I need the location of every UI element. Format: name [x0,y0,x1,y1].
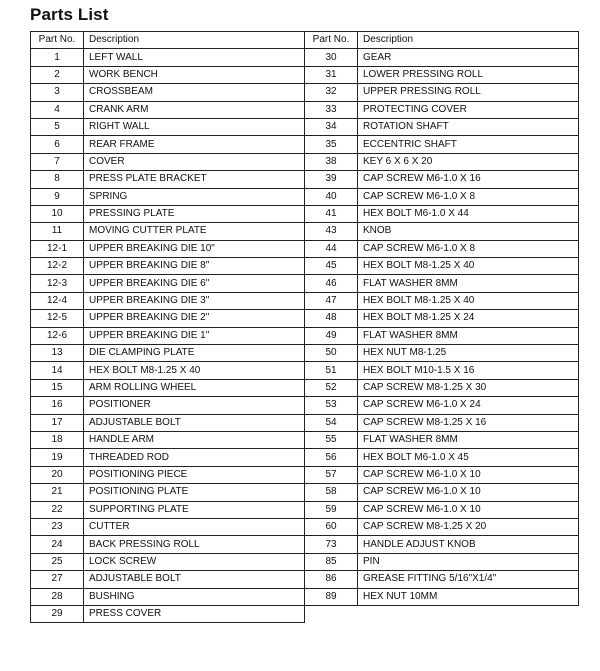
table-row [31,414,305,431]
table-row [305,518,579,535]
part-description: UPPER BREAKING DIE 3" [84,292,305,309]
table-row [305,379,579,396]
part-description: UPPER PRESSING ROLL [358,84,579,101]
table-row [305,345,579,362]
part-number: 48 [305,310,358,327]
part-description: HANDLE ARM [84,431,305,448]
parts-table-left [30,31,305,623]
part-number: 4 [31,101,84,118]
table-row [31,171,305,188]
table-row [31,153,305,170]
page-title: Parts List [30,5,109,24]
part-description: CROSSBEAM [84,84,305,101]
part-description: HANDLE ADJUST KNOB [358,536,579,553]
table-row [305,205,579,222]
table-row [305,449,579,466]
part-number: 44 [305,240,358,257]
table-row [31,101,305,118]
part-no-header: Part No. [305,32,358,49]
part-number: 1 [31,49,84,66]
table-row [305,466,579,483]
part-number: 55 [305,431,358,448]
table-row [305,101,579,118]
part-number: 40 [305,188,358,205]
part-number: 17 [31,414,84,431]
part-number: 18 [31,431,84,448]
part-number: 27 [31,571,84,588]
part-description: REAR FRAME [84,136,305,153]
part-description: RIGHT WALL [84,118,305,135]
part-number: 22 [31,501,84,518]
part-description: CAP SCREW M8-1.25 X 16 [358,414,579,431]
table-row [31,362,305,379]
part-number: 43 [305,223,358,240]
part-number: 13 [31,345,84,362]
table-row [31,310,305,327]
part-number: 38 [305,153,358,170]
part-description: LEFT WALL [84,49,305,66]
table-row [305,171,579,188]
part-description: HEX NUT 10MM [358,588,579,605]
part-description: PRESS PLATE BRACKET [84,171,305,188]
table-row [305,414,579,431]
part-number: 12-3 [31,275,84,292]
table-header-row [31,32,305,49]
part-description: DIE CLAMPING PLATE [84,345,305,362]
part-description: WORK BENCH [84,66,305,83]
part-description: CAP SCREW M6-1.0 X 10 [358,501,579,518]
table-row [31,588,305,605]
table-row [31,188,305,205]
part-number: 19 [31,449,84,466]
part-number: 57 [305,466,358,483]
table-row [305,49,579,66]
part-description: FLAT WASHER 8MM [358,327,579,344]
part-number: 10 [31,205,84,222]
part-number: 5 [31,118,84,135]
part-number: 3 [31,84,84,101]
part-description: CAP SCREW M6-1.0 X 8 [358,188,579,205]
table-row [305,571,579,588]
part-description: CUTTER [84,518,305,535]
part-description: BUSHING [84,588,305,605]
part-description: HEX BOLT M8-1.25 X 40 [358,258,579,275]
table-row [305,501,579,518]
table-row [305,153,579,170]
part-description: POSITIONER [84,397,305,414]
part-description: CAP SCREW M6-1.0 X 10 [358,484,579,501]
table-row [31,240,305,257]
part-description: CAP SCREW M8-1.25 X 20 [358,518,579,535]
table-row [305,588,579,605]
table-row [31,327,305,344]
part-description: FLAT WASHER 8MM [358,275,579,292]
part-number: 49 [305,327,358,344]
part-description: CAP SCREW M6-1.0 X 24 [358,397,579,414]
part-description: PRESS COVER [84,605,305,622]
table-row [31,136,305,153]
table-row [31,84,305,101]
part-number: 51 [305,362,358,379]
part-number: 58 [305,484,358,501]
part-number: 89 [305,588,358,605]
table-row [305,258,579,275]
table-row [305,431,579,448]
part-description: HEX BOLT M8-1.25 X 40 [358,292,579,309]
part-description: KNOB [358,223,579,240]
table-row [31,118,305,135]
part-description: SPRING [84,188,305,205]
table-row [31,345,305,362]
part-number: 12-1 [31,240,84,257]
table-row [31,275,305,292]
part-number: 30 [305,49,358,66]
table-row [31,205,305,222]
part-number: 25 [31,553,84,570]
part-number: 85 [305,553,358,570]
table-row [305,397,579,414]
part-description: UPPER BREAKING DIE 8" [84,258,305,275]
part-number: 9 [31,188,84,205]
part-number: 46 [305,275,358,292]
table-row [305,66,579,83]
part-description: FLAT WASHER 8MM [358,431,579,448]
table-row [305,362,579,379]
part-number: 53 [305,397,358,414]
description-header: Description [84,32,305,49]
part-description: ADJUSTABLE BOLT [84,571,305,588]
table-row [31,605,305,622]
part-description: PRESSING PLATE [84,205,305,222]
part-description: MOVING CUTTER PLATE [84,223,305,240]
table-row [305,136,579,153]
part-number: 73 [305,536,358,553]
part-description: UPPER BREAKING DIE 10" [84,240,305,257]
part-description: CAP SCREW M6-1.0 X 10 [358,466,579,483]
table-row [31,484,305,501]
part-number: 32 [305,84,358,101]
part-no-header: Part No. [31,32,84,49]
parts-table-right-body [305,49,579,606]
table-row [31,431,305,448]
table-row [31,397,305,414]
part-description: THREADED ROD [84,449,305,466]
part-number: 45 [305,258,358,275]
part-number: 12-5 [31,310,84,327]
part-number: 16 [31,397,84,414]
part-description: HEX BOLT M6-1.0 X 45 [358,449,579,466]
part-description: KEY 6 X 6 X 20 [358,153,579,170]
part-number: 47 [305,292,358,309]
part-description: UPPER BREAKING DIE 1" [84,327,305,344]
part-description: COVER [84,153,305,170]
table-row [305,327,579,344]
part-description: UPPER BREAKING DIE 6" [84,275,305,292]
part-number: 52 [305,379,358,396]
parts-table-right [304,31,579,606]
part-number: 50 [305,345,358,362]
parts-table-left-body [31,49,305,623]
table-row [31,553,305,570]
part-description: CAP SCREW M6-1.0 X 16 [358,171,579,188]
part-number: 34 [305,118,358,135]
part-number: 28 [31,588,84,605]
part-number: 6 [31,136,84,153]
part-description: BACK PRESSING ROLL [84,536,305,553]
part-number: 11 [31,223,84,240]
table-row [305,240,579,257]
table-row [305,275,579,292]
part-number: 20 [31,466,84,483]
table-row [31,379,305,396]
table-row [305,118,579,135]
part-description: HEX BOLT M10-1.5 X 16 [358,362,579,379]
part-number: 8 [31,171,84,188]
table-row [31,449,305,466]
table-row [305,310,579,327]
part-description: POSITIONING PIECE [84,466,305,483]
part-number: 39 [305,171,358,188]
part-description: SUPPORTING PLATE [84,501,305,518]
part-number: 59 [305,501,358,518]
part-description: PROTECTING COVER [358,101,579,118]
part-number: 41 [305,205,358,222]
table-row [31,571,305,588]
table-row [305,223,579,240]
table-row [305,536,579,553]
part-number: 14 [31,362,84,379]
table-row [31,518,305,535]
part-number: 12-6 [31,327,84,344]
part-number: 56 [305,449,358,466]
part-description: GEAR [358,49,579,66]
part-number: 12-2 [31,258,84,275]
part-description: HEX BOLT M6-1.0 X 44 [358,205,579,222]
part-description: ROTATION SHAFT [358,118,579,135]
part-description: ADJUSTABLE BOLT [84,414,305,431]
table-row [305,553,579,570]
part-number: 31 [305,66,358,83]
part-description: POSITIONING PLATE [84,484,305,501]
part-description: UPPER BREAKING DIE 2" [84,310,305,327]
part-number: 2 [31,66,84,83]
part-description: GREASE FITTING 5/16"X1/4" [358,571,579,588]
part-number: 33 [305,101,358,118]
table-row [305,292,579,309]
table-row [305,484,579,501]
part-description: HEX BOLT M8-1.25 X 40 [84,362,305,379]
part-description: CRANK ARM [84,101,305,118]
part-description: HEX NUT M8-1.25 [358,345,579,362]
part-description: PIN [358,553,579,570]
part-number: 54 [305,414,358,431]
table-row [31,466,305,483]
table-row [31,49,305,66]
table-header-row [305,32,579,49]
table-row [305,84,579,101]
part-number: 86 [305,571,358,588]
part-number: 15 [31,379,84,396]
description-header: Description [358,32,579,49]
part-description: LOCK SCREW [84,553,305,570]
table-row [31,501,305,518]
part-number: 21 [31,484,84,501]
part-description: CAP SCREW M6-1.0 X 8 [358,240,579,257]
part-description: HEX BOLT M8-1.25 X 24 [358,310,579,327]
part-number: 12-4 [31,292,84,309]
part-number: 24 [31,536,84,553]
part-number: 7 [31,153,84,170]
part-description: CAP SCREW M8-1.25 X 30 [358,379,579,396]
part-description: ARM ROLLING WHEEL [84,379,305,396]
part-number: 60 [305,518,358,535]
table-row [305,188,579,205]
part-number: 35 [305,136,358,153]
table-row [31,536,305,553]
part-number: 29 [31,605,84,622]
part-description: LOWER PRESSING ROLL [358,66,579,83]
part-number: 23 [31,518,84,535]
part-description: ECCENTRIC SHAFT [358,136,579,153]
table-row [31,258,305,275]
table-row [31,292,305,309]
table-row [31,223,305,240]
table-row [31,66,305,83]
